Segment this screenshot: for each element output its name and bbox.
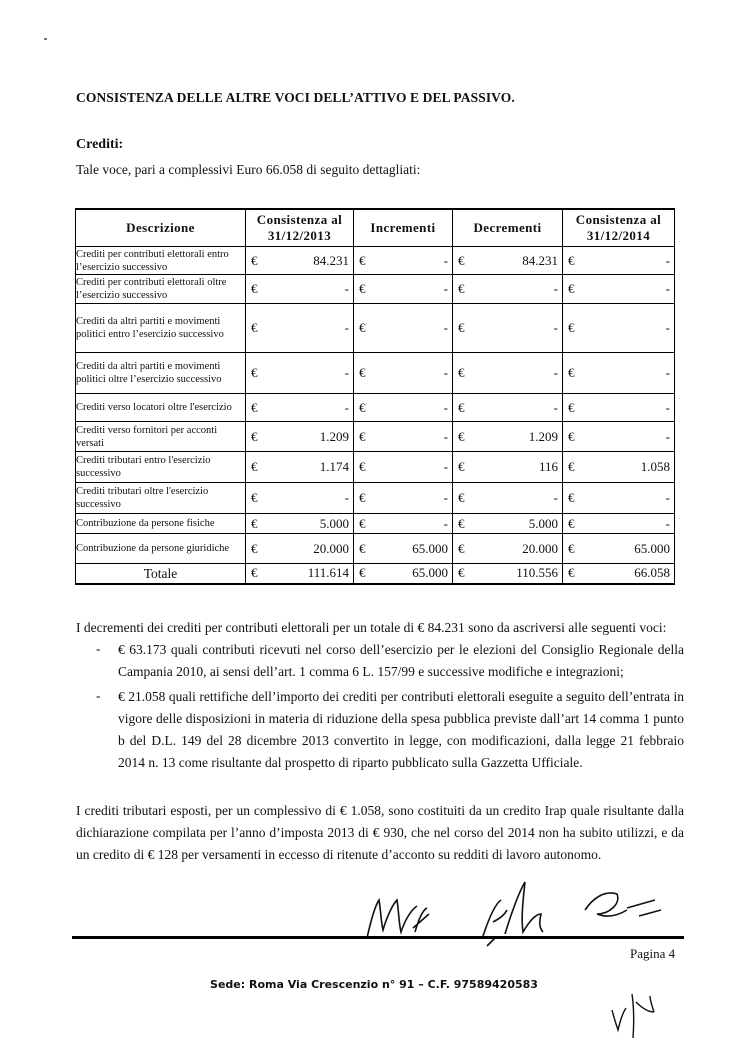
- amount: 65.000: [634, 540, 670, 556]
- currency-symbol: €: [251, 365, 258, 380]
- header-consistenza-2014: Consistenza al 31/12/2014: [563, 209, 675, 247]
- currency-symbol: €: [359, 428, 366, 444]
- intro-text: Tale voce, pari a complessivi Euro 66.058 di seguito dettagliati:: [76, 162, 421, 177]
- currency-symbol: €: [458, 459, 465, 474]
- currency-symbol: €: [568, 459, 575, 474]
- value-cell: [246, 247, 354, 275]
- amount: 1.209: [319, 428, 349, 444]
- value-cell: [453, 483, 563, 514]
- currency-symbol: €: [568, 515, 575, 531]
- value-cell: [246, 394, 354, 422]
- currency-symbol: €: [359, 399, 366, 415]
- currency-symbol: €: [568, 281, 575, 296]
- initials: [606, 992, 666, 1042]
- bullet-marker: -: [96, 641, 101, 656]
- currency-symbol: €: [251, 459, 258, 474]
- value-cell: [246, 514, 354, 534]
- amount: -: [665, 252, 670, 268]
- row-description: Crediti verso locatori oltre l'esercizio: [76, 394, 246, 422]
- table-row: [76, 422, 675, 452]
- amount: 84.231: [313, 252, 349, 268]
- table-row: [76, 247, 675, 275]
- value-cell: [453, 422, 563, 452]
- table-row: [76, 394, 675, 422]
- amount: -: [665, 320, 670, 335]
- value-cell: [453, 564, 563, 584]
- currency-symbol: €: [568, 540, 575, 556]
- section-title: Crediti:: [76, 137, 124, 152]
- value-cell: [354, 514, 453, 534]
- crediti-table: [75, 208, 675, 585]
- amount: -: [665, 365, 670, 380]
- value-cell: [453, 304, 563, 353]
- value-cell: [246, 483, 354, 514]
- value-cell: [453, 534, 563, 564]
- currency-symbol: €: [568, 365, 575, 380]
- currency-symbol: €: [568, 320, 575, 335]
- amount: -: [443, 515, 448, 531]
- value-cell: [354, 422, 453, 452]
- page-number: Pagina 4: [630, 946, 676, 961]
- row-description: Crediti per contributi elettorali oltre l’esercizio successivo: [76, 275, 246, 304]
- amount: -: [665, 399, 670, 415]
- value-cell: [354, 353, 453, 394]
- amount: -: [443, 281, 448, 296]
- currency-symbol: €: [458, 320, 465, 335]
- currency-symbol: €: [359, 365, 366, 380]
- table-row: [76, 514, 675, 534]
- value-cell: [453, 452, 563, 483]
- amount: -: [344, 399, 349, 415]
- value-cell: [354, 452, 453, 483]
- currency-symbol: €: [568, 399, 575, 415]
- amount: -: [553, 365, 558, 380]
- currency-symbol: €: [359, 515, 366, 531]
- row-description: Crediti per contributi elettorali entro l’esercizio successivo: [76, 247, 246, 275]
- page-heading: CONSISTENZA DELLE ALTRE VOCI DELL’ATTIVO E DEL PASSIVO.: [76, 90, 515, 105]
- value-cell: [354, 483, 453, 514]
- currency-symbol: €: [251, 399, 258, 415]
- amount: 5.000: [319, 515, 349, 531]
- value-cell: [453, 275, 563, 304]
- row-description: Crediti da altri partiti e movimenti politici entro l’esercizio successivo: [76, 304, 246, 353]
- currency-symbol: €: [359, 252, 366, 268]
- header-decrementi: Decrementi: [453, 209, 563, 247]
- currency-symbol: €: [359, 565, 366, 581]
- currency-symbol: €: [458, 252, 465, 268]
- total-row: [76, 564, 675, 584]
- value-cell: [354, 564, 453, 584]
- value-cell: [354, 275, 453, 304]
- value-cell: [453, 514, 563, 534]
- amount: -: [344, 365, 349, 380]
- table-row: [76, 534, 675, 564]
- currency-symbol: €: [251, 490, 258, 505]
- table-row: [76, 483, 675, 514]
- signature-divider: [72, 936, 684, 939]
- currency-symbol: €: [251, 540, 258, 556]
- total-label: Totale: [76, 564, 246, 584]
- currency-symbol: €: [458, 565, 465, 581]
- value-cell: [246, 353, 354, 394]
- value-cell: [453, 247, 563, 275]
- amount: -: [553, 490, 558, 505]
- row-description: Crediti tributari entro l'esercizio successivo: [76, 452, 246, 483]
- amount: -: [553, 399, 558, 415]
- amount: -: [443, 365, 448, 380]
- value-cell: [246, 275, 354, 304]
- currency-symbol: €: [251, 252, 258, 268]
- row-description: Crediti tributari oltre l'esercizio successivo: [76, 483, 246, 514]
- value-cell: [563, 514, 675, 534]
- amount: -: [443, 252, 448, 268]
- header-incrementi: Incrementi: [354, 209, 453, 247]
- value-cell: [563, 483, 675, 514]
- currency-symbol: €: [458, 399, 465, 415]
- bullet-item: € 21.058 quali rettifiche dell’importo dei crediti per contributi elettorali eseguite a seguito dell’entrata in vigore delle disposizioni in materia di riduzione della spesa pubblica previste dall’art 14 comma 1 punto b del D.L. 149 del 28 dicembre 2013 convertito in legge, con modificazioni, dalla legge 21 febbraio 2014 n. 13 come risultante dal prospetto di riparto pubblicato sulla Gazzetta Ufficiale.: [118, 689, 684, 770]
- amount: 65.000: [412, 540, 448, 556]
- row-description: Crediti verso fornitori per acconti versati: [76, 422, 246, 452]
- currency-symbol: €: [458, 540, 465, 556]
- currency-symbol: €: [568, 428, 575, 444]
- amount: -: [553, 320, 558, 335]
- currency-symbol: €: [251, 515, 258, 531]
- currency-symbol: €: [251, 320, 258, 335]
- value-cell: [354, 394, 453, 422]
- currency-symbol: €: [359, 540, 366, 556]
- value-cell: [563, 422, 675, 452]
- amount: 1.174: [319, 459, 349, 474]
- bullet-marker: -: [96, 688, 101, 703]
- table-row: [76, 275, 675, 304]
- value-cell: [354, 304, 453, 353]
- amount: -: [344, 281, 349, 296]
- value-cell: [246, 452, 354, 483]
- header-descrizione: Descrizione: [76, 209, 246, 247]
- amount: 1.209: [528, 428, 558, 444]
- value-cell: [246, 534, 354, 564]
- value-cell: [563, 564, 675, 584]
- amount: 20.000: [313, 540, 349, 556]
- table-row: [76, 452, 675, 483]
- currency-symbol: €: [458, 515, 465, 531]
- currency-symbol: €: [568, 490, 575, 505]
- amount: -: [665, 428, 670, 444]
- value-cell: [246, 564, 354, 584]
- table-row: [76, 353, 675, 394]
- row-description: Contribuzione da persone giuridiche: [76, 534, 246, 564]
- amount: -: [665, 515, 670, 531]
- value-cell: [246, 422, 354, 452]
- currency-symbol: €: [458, 281, 465, 296]
- currency-symbol: €: [359, 320, 366, 335]
- value-cell: [563, 394, 675, 422]
- scan-speck: [44, 38, 47, 40]
- row-description: Crediti da altri partiti e movimenti politici oltre l’esercizio successivo: [76, 353, 246, 394]
- currency-symbol: €: [568, 252, 575, 268]
- value-cell: [563, 304, 675, 353]
- currency-symbol: €: [251, 565, 258, 581]
- value-cell: [563, 353, 675, 394]
- currency-symbol: €: [251, 281, 258, 296]
- amount: 5.000: [528, 515, 558, 531]
- currency-symbol: €: [359, 490, 366, 505]
- amount: 65.000: [412, 565, 448, 581]
- amount: 111.614: [307, 565, 349, 581]
- value-cell: [453, 353, 563, 394]
- value-cell: [563, 534, 675, 564]
- amount: -: [443, 320, 448, 335]
- amount: 66.058: [634, 565, 670, 581]
- value-cell: [453, 394, 563, 422]
- decrementi-paragraph: I decrementi dei crediti per contributi elettorali per un totale di € 84.231 sono da ascriversi alle seguenti voci:: [76, 620, 667, 635]
- value-cell: [354, 247, 453, 275]
- tributari-paragraph: I crediti tributari esposti, per un complessivo di € 1.058, sono costituiti da un credito Irap quale risultante dalla dichiarazione compilata per l’anno d’imposta 2013 di € 930, che nel corso del 2014 non ha subito utilizzi, e da un credito di € 128 per versamenti in eccesso di ritenute d’acconto su redditi di lavoro autonomo.: [76, 803, 684, 862]
- amount: 116: [538, 459, 558, 474]
- amount: -: [344, 490, 349, 505]
- amount: -: [443, 459, 448, 474]
- currency-symbol: €: [458, 365, 465, 380]
- amount: -: [443, 428, 448, 444]
- amount: 20.000: [522, 540, 558, 556]
- amount: -: [553, 281, 558, 296]
- header-consistenza-2013: Consistenza al 31/12/2013: [246, 209, 354, 247]
- amount: 110.556: [516, 565, 558, 581]
- currency-symbol: €: [458, 490, 465, 505]
- table-row: [76, 304, 675, 353]
- footer-address: Sede: Roma Via Crescenzio n° 91 – C.F. 97589420583: [210, 978, 538, 991]
- bullet-item: € 63.173 quali contributi ricevuti nel corso dell’esercizio per le elezioni del Consiglio Regionale della Campania 2010, ai sensi dell’art. 1 comma 6 L. 157/99 e successive modifiche e integrazioni;: [118, 642, 684, 679]
- value-cell: [563, 452, 675, 483]
- value-cell: [563, 275, 675, 304]
- amount: -: [443, 490, 448, 505]
- currency-symbol: €: [251, 428, 258, 444]
- amount: -: [665, 490, 670, 505]
- currency-symbol: €: [359, 459, 366, 474]
- currency-symbol: €: [568, 565, 575, 581]
- amount: -: [665, 281, 670, 296]
- value-cell: [563, 247, 675, 275]
- amount: 84.231: [522, 252, 558, 268]
- currency-symbol: €: [458, 428, 465, 444]
- amount: -: [344, 320, 349, 335]
- table-header-row: [76, 209, 675, 247]
- value-cell: [354, 534, 453, 564]
- row-description: Contribuzione da persone fisiche: [76, 514, 246, 534]
- amount: 1.058: [640, 459, 670, 474]
- amount: -: [443, 399, 448, 415]
- value-cell: [246, 304, 354, 353]
- currency-symbol: €: [359, 281, 366, 296]
